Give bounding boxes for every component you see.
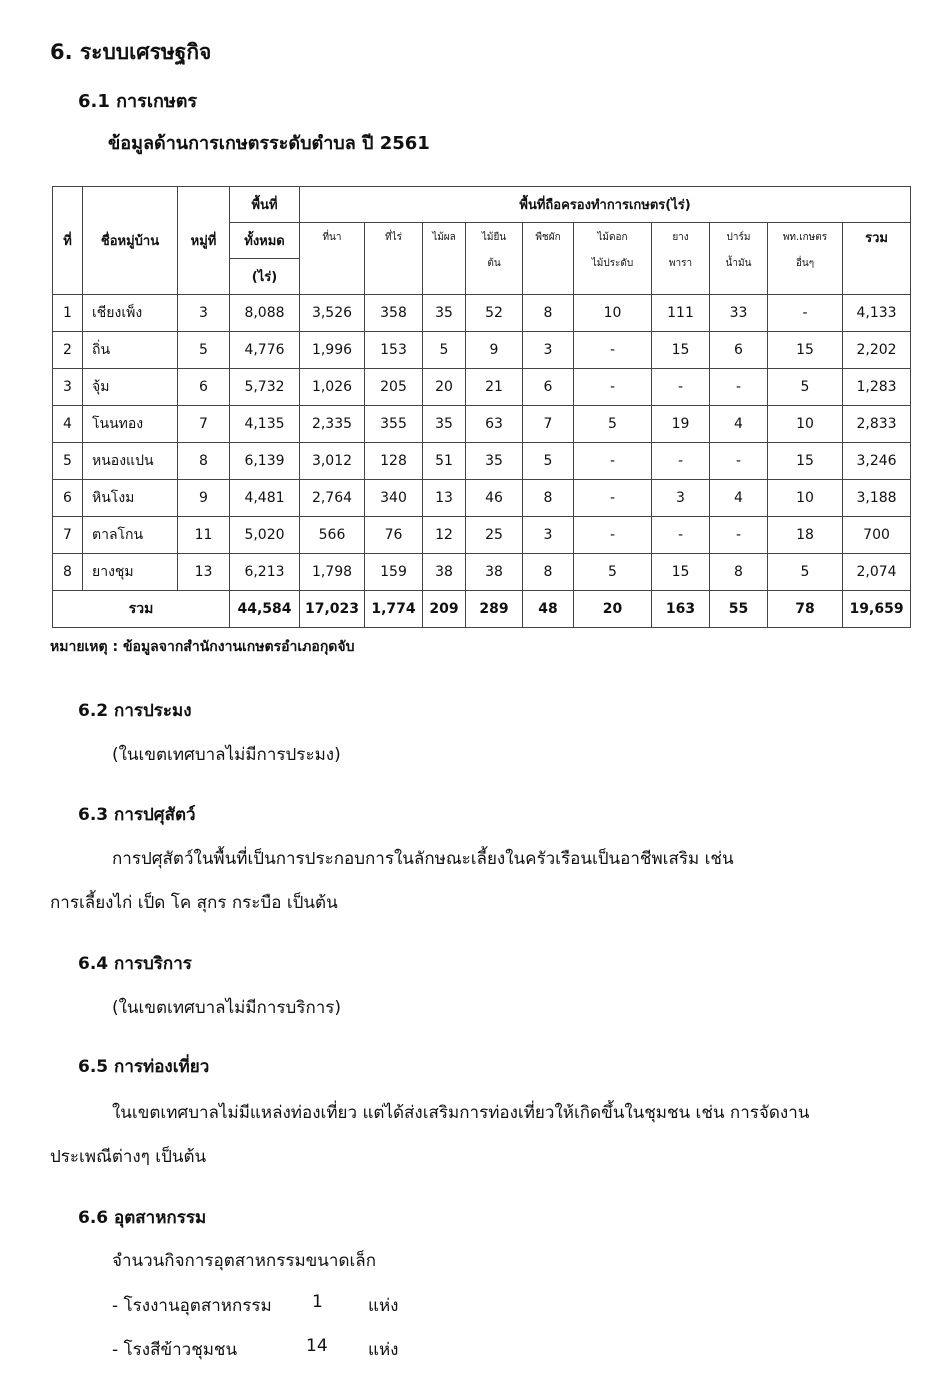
cell-other: 10 [768,480,843,517]
cell-village: เชียงเพ็ง [83,295,178,332]
col-header-perennial-line2: ต้น [487,258,501,269]
cell-upland: 153 [365,332,423,369]
cell-no: 3 [53,369,83,406]
col-header-rubber-line2: พารา [668,258,693,269]
cell-vegetable: 5 [523,443,574,480]
cell-no: 7 [53,517,83,554]
cell-flower: - [574,480,652,517]
cell-other: 15 [768,332,843,369]
cell-fruit: 35 [423,406,466,443]
cell-moo: 9 [178,480,230,517]
cell-rice-field: 2,335 [300,406,365,443]
cell-rice-field: 3,012 [300,443,365,480]
cell-upland: 76 [365,517,423,554]
col-header-other-line1: พท.เกษตร [782,232,828,243]
table-header-row-1 [53,187,911,223]
cell-vegetable: 8 [523,554,574,591]
col-header-other-line2: อื่นๆ [795,258,815,269]
cell-flower: 5 [574,406,652,443]
cell-village: หนองแปน [83,443,178,480]
cell-upland: 205 [365,369,423,406]
col-header-rubber-line1: ยาง [672,232,689,243]
cell-flower: - [574,443,652,480]
cell-sum: 2,202 [843,332,911,369]
total-label: รวม [53,591,230,628]
cell-rice-field: 1,026 [300,369,365,406]
cell-rubber: - [652,369,710,406]
col-header-no: ที่ [53,187,83,295]
cell-moo: 7 [178,406,230,443]
cell-fruit: 5 [423,332,466,369]
cell-perennial: 63 [466,406,523,443]
col-header-vegetable: พืชผัก [523,223,574,295]
cell-rice-field: 1,798 [300,554,365,591]
col-header-other [768,223,843,295]
cell-rubber: 3 [652,480,710,517]
col-header-palm-line2: น้ำมัน [725,258,752,269]
cell-upland: 128 [365,443,423,480]
total-perennial: 289 [466,591,523,628]
cell-fruit: 51 [423,443,466,480]
cell-perennial: 25 [466,517,523,554]
col-header-flower [574,223,652,295]
cell-other: 5 [768,554,843,591]
cell-no: 6 [53,480,83,517]
cell-total-area: 4,776 [230,332,300,369]
section-title: 6. ระบบเศรษฐกิจ [50,40,212,64]
table-row [53,554,911,591]
cell-perennial: 46 [466,480,523,517]
cell-village: หินโงม [83,480,178,517]
cell-palm: - [710,369,768,406]
tourism-text-line1: ในเขตเทศบาลไม่มีแหล่งท่องเที่ยว แต่ได้ส่งเสริมการท่องเที่ยวให้เกิดขึ้นในชุมชน เช่น การจัดงาน [112,1103,810,1123]
cell-palm: 4 [710,480,768,517]
cell-sum: 4,133 [843,295,911,332]
cell-upland: 159 [365,554,423,591]
cell-vegetable: 3 [523,517,574,554]
col-header-palm-line1: ปาร์ม [726,232,751,243]
cell-sum: 2,833 [843,406,911,443]
cell-fruit: 35 [423,295,466,332]
cell-palm: - [710,517,768,554]
col-header-total-area-1: พื้นที่ [230,187,300,223]
cell-rubber: 15 [652,332,710,369]
cell-other: 10 [768,406,843,443]
cell-fruit: 20 [423,369,466,406]
table-row [53,480,911,517]
cell-moo: 6 [178,369,230,406]
cell-rubber: 111 [652,295,710,332]
cell-vegetable: 8 [523,480,574,517]
cell-sum: 3,188 [843,480,911,517]
total-vegetable: 48 [523,591,574,628]
cell-vegetable: 7 [523,406,574,443]
col-header-rice-field: ที่นา [300,223,365,295]
agriculture-table [52,186,911,628]
services-text: (ในเขตเทศบาลไม่มีการบริการ) [112,998,342,1018]
table-title: ข้อมูลด้านการเกษตรระดับตำบล ปี 2561 [108,133,430,154]
table-row [53,295,911,332]
subsection-title-industry: 6.6 อุตสาหกรรม [78,1208,207,1228]
cell-rice-field: 2,764 [300,480,365,517]
col-header-palm [710,223,768,295]
cell-no: 8 [53,554,83,591]
cell-no: 4 [53,406,83,443]
subsection-title-livestock: 6.3 การปศุสัตว์ [78,805,196,825]
col-header-total-area-2: ทั้งหมด [230,223,300,259]
cell-rubber: - [652,517,710,554]
cell-moo: 3 [178,295,230,332]
cell-perennial: 35 [466,443,523,480]
cell-total-area: 5,732 [230,369,300,406]
total-palm: 55 [710,591,768,628]
cell-other: - [768,295,843,332]
col-header-perennial [466,223,523,295]
cell-moo: 5 [178,332,230,369]
cell-fruit: 13 [423,480,466,517]
subsection-title-fishery: 6.2 การประมง [78,701,192,721]
cell-village: จุ้ม [83,369,178,406]
cell-flower: - [574,369,652,406]
industry-item-ricemill-label: - โรงสีข้าวชุมชน [112,1340,238,1360]
col-header-sum: รวม [843,223,911,295]
cell-vegetable: 6 [523,369,574,406]
total-sum: 19,659 [843,591,911,628]
total-other: 78 [768,591,843,628]
cell-total-area: 5,020 [230,517,300,554]
cell-rice-field: 3,526 [300,295,365,332]
col-header-holding-group: พื้นที่ถือครองทำการเกษตร(ไร่) [300,187,911,223]
total-fruit: 209 [423,591,466,628]
total-rubber: 163 [652,591,710,628]
tourism-text-line2: ประเพณีต่างๆ เป็นต้น [50,1147,207,1167]
cell-vegetable: 8 [523,295,574,332]
cell-perennial: 9 [466,332,523,369]
cell-rubber: 15 [652,554,710,591]
table-row [53,406,911,443]
cell-upland: 358 [365,295,423,332]
cell-sum: 3,246 [843,443,911,480]
cell-perennial: 21 [466,369,523,406]
cell-total-area: 6,213 [230,554,300,591]
cell-other: 15 [768,443,843,480]
livestock-text-line2: การเลี้ยงไก่ เป็ด โค สุกร กระบือ เป็นต้น [50,893,338,913]
cell-palm: 6 [710,332,768,369]
cell-total-area: 4,481 [230,480,300,517]
total-total-area: 44,584 [230,591,300,628]
total-rice-field: 17,023 [300,591,365,628]
col-header-upland: ที่ไร่ [365,223,423,295]
col-header-total-area-3: (ไร่) [230,259,300,295]
cell-other: 18 [768,517,843,554]
col-header-perennial-line1: ไม้ยืน [481,232,507,243]
cell-no: 5 [53,443,83,480]
cell-rubber: 19 [652,406,710,443]
cell-moo: 11 [178,517,230,554]
table-note: หมายเหตุ : ข้อมูลจากสำนักงานเกษตรอำเภอกุดจับ [50,639,355,655]
subsection-title-tourism: 6.5 การท่องเที่ยว [78,1057,210,1077]
col-header-flower-line1: ไม้ดอก [597,232,628,243]
total-flower: 20 [574,591,652,628]
col-header-flower-line2: ไม้ประดับ [591,258,634,269]
cell-rubber: - [652,443,710,480]
cell-sum: 1,283 [843,369,911,406]
cell-vegetable: 3 [523,332,574,369]
total-upland: 1,774 [365,591,423,628]
cell-fruit: 12 [423,517,466,554]
industry-item-ricemill-unit: แห่ง [368,1340,399,1360]
table-row [53,332,911,369]
cell-fruit: 38 [423,554,466,591]
col-header-rubber [652,223,710,295]
cell-rice-field: 566 [300,517,365,554]
cell-other: 5 [768,369,843,406]
cell-flower: - [574,332,652,369]
industry-item-ricemill-count: 14 [306,1336,328,1356]
table-total-row [53,591,911,628]
cell-total-area: 6,139 [230,443,300,480]
subsection-title-services: 6.4 การบริการ [78,954,192,974]
cell-no: 1 [53,295,83,332]
cell-flower: - [574,517,652,554]
livestock-text-line1: การปศุสัตว์ในพื้นที่เป็นการประกอบการในลักษณะเลี้ยงในครัวเรือนเป็นอาชีพเสริม เช่น [112,849,734,869]
cell-palm: 4 [710,406,768,443]
cell-rice-field: 1,996 [300,332,365,369]
cell-perennial: 38 [466,554,523,591]
cell-sum: 700 [843,517,911,554]
industry-item-factory-label: - โรงงานอุตสาหกรรม [112,1296,272,1316]
cell-palm: - [710,443,768,480]
cell-moo: 13 [178,554,230,591]
table-row [53,369,911,406]
cell-total-area: 8,088 [230,295,300,332]
cell-village: ถิ่น [83,332,178,369]
table-row [53,443,911,480]
table-row [53,517,911,554]
col-header-fruit: ไม้ผล [423,223,466,295]
cell-upland: 340 [365,480,423,517]
industry-item-factory-unit: แห่ง [368,1296,399,1316]
cell-village: ตาลโกน [83,517,178,554]
industry-item-factory-count: 1 [312,1292,323,1312]
cell-flower: 10 [574,295,652,332]
cell-no: 2 [53,332,83,369]
cell-total-area: 4,135 [230,406,300,443]
cell-village: ยางชุม [83,554,178,591]
cell-palm: 8 [710,554,768,591]
cell-flower: 5 [574,554,652,591]
cell-sum: 2,074 [843,554,911,591]
cell-village: โนนทอง [83,406,178,443]
col-header-village: ชื่อหมู่บ้าน [83,187,178,295]
cell-perennial: 52 [466,295,523,332]
cell-palm: 33 [710,295,768,332]
col-header-moo: หมู่ที่ [178,187,230,295]
cell-upland: 355 [365,406,423,443]
subsection-title-agriculture: 6.1 การเกษตร [78,91,198,112]
cell-moo: 8 [178,443,230,480]
industry-intro: จำนวนกิจการอุตสาหกรรมขนาดเล็ก [112,1251,377,1271]
fishery-text: (ในเขตเทศบาลไม่มีการประมง) [112,745,341,765]
